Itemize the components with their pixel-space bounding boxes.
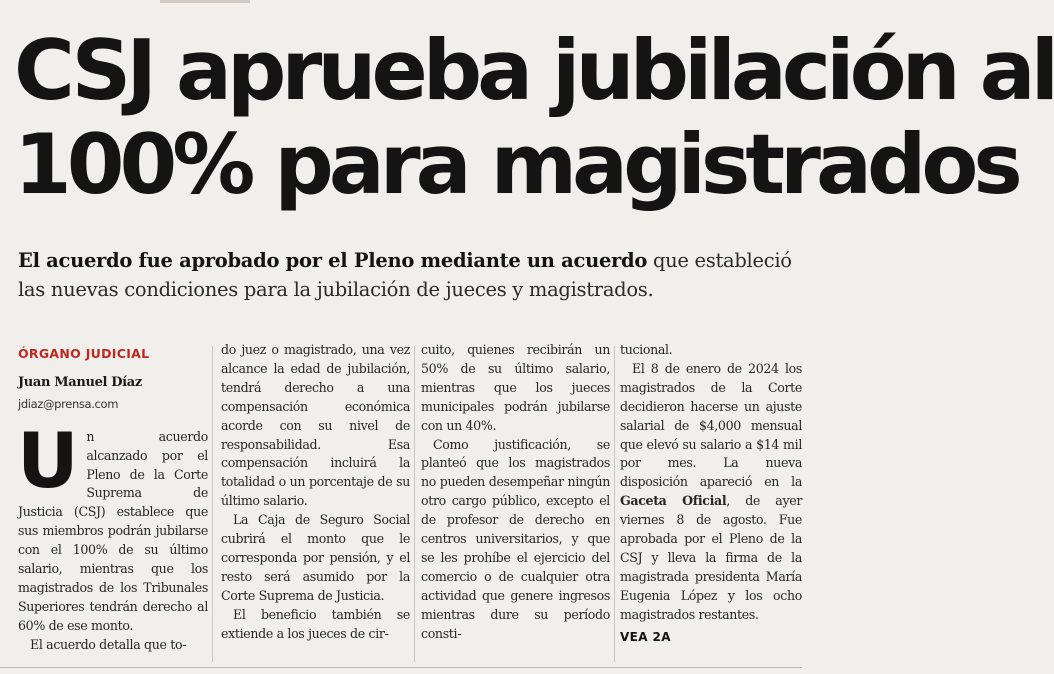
headline-line-1: CSJ aprueba jubilación al	[14, 22, 1054, 119]
top-rule	[160, 0, 250, 3]
paragraph: La Caja de Seguro Social cubrirá el monto que le corresponda por pensión, y el resto será asumido por la Corte Suprema de Justicia.	[221, 512, 410, 603]
deck-bold: El acuerdo fue aprobado por el Pleno mediante un acuerdo	[18, 249, 648, 272]
bottom-rule	[0, 667, 802, 668]
deck-rest: que estableció las nuevas condiciones para la jubilación de jueces y magistrados.	[18, 249, 792, 301]
paragraph: Un acuerdo alcanzado por el Pleno de la Corte Suprema de Justicia (CSJ) establece que sus miembros podrán jubilarse con el 100% de su último salario, mientras que los magistrados de los Tribunales Superiores tendrán derecho al 60% de ese monto.	[17, 415, 208, 633]
drop-cap: U	[17, 415, 79, 505]
paragraph: Como justificación, se planteó que los magistrados no pueden desempeñar ningún otro cargo público, excepto el de profesor de derecho en centros universitarios, y que se les prohíbe el ejercicio del comercio o de cualquier otra actividad que genere ingresos mientras dure su período consti-	[421, 436, 610, 641]
continued-on-page-link[interactable]: VEA 2A	[620, 629, 671, 644]
paragraph: El acuerdo detalla que to-	[30, 636, 187, 652]
section-label: ÓRGANO JUDICIAL	[18, 346, 150, 361]
paragraph: El beneficio también se extiende a los jueces de cir-	[221, 606, 410, 641]
headline-line-2: 100% para magistrados	[14, 116, 1018, 213]
author-name: Juan Manuel Díaz	[18, 374, 142, 390]
deck-subheadline	[18, 246, 798, 304]
paragraph: cuito, quienes recibirán un 50% de su último salario, mientras que los jueces municipales podrán jubilarse con un 40%.	[421, 342, 610, 433]
column-divider	[614, 346, 615, 662]
paragraph: tucional.	[620, 342, 673, 357]
paragraph: do juez o magistrado, una vez alcance la edad de jubilación, tendrá derecho a una compensación económica acorde con su nivel de responsabilidad. Esa compensación incluirá la totalidad o un porcentaje de su último salario.	[221, 342, 410, 509]
article-column-4	[620, 341, 802, 647]
article-column-3	[421, 341, 610, 644]
paragraph: El 8 de enero de 2024 los magistrados de la Corte decidieron hacerse un ajuste salarial de $4,000 mensual que elevó su salario a $14 mil por mes. La nueva disposición apareció en la Gaceta Oficial, de ayer viernes 8 de agosto. Fue aprobada por el Pleno de la CSJ y lleva la firma de la magistrada presidenta María Eugenia López y los ocho magistrados restantes.	[620, 360, 802, 622]
article-column-1	[18, 338, 208, 655]
author-email[interactable]: jdiaz@prensa.com	[18, 396, 119, 411]
article-column-2	[221, 341, 410, 644]
headline	[14, 22, 1054, 213]
column-divider	[414, 346, 415, 662]
column-divider	[212, 346, 213, 662]
gaceta-oficial: Gaceta Oficial	[620, 493, 727, 509]
